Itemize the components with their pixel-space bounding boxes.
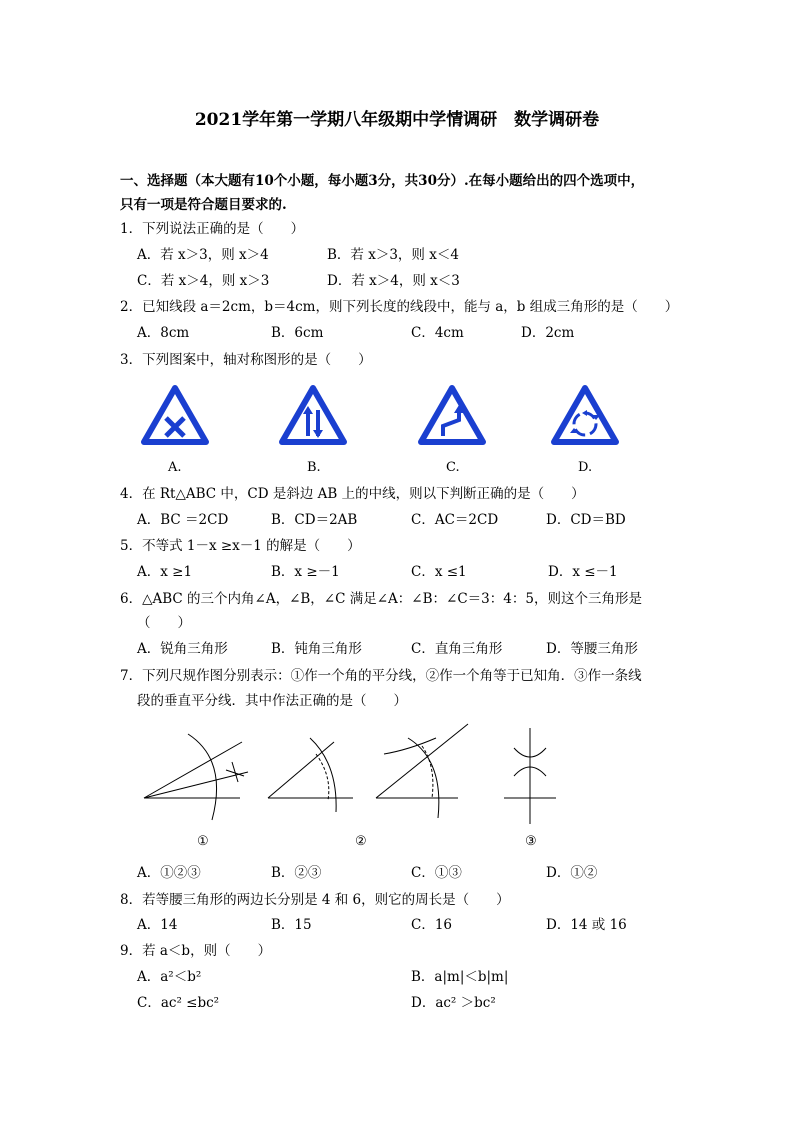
q8-option-a: A．14: [137, 917, 178, 933]
q1-option-d: D．若 x＞4，则 x＜3: [327, 273, 460, 289]
q9-option-c: C．ac² ≤bc²: [137, 995, 220, 1011]
q8-option-b: B．15: [271, 917, 312, 933]
q7-option-a: A．①②③: [137, 865, 201, 881]
sign-c-icon: [421, 388, 483, 442]
q4-option-c: C．AC＝2CD: [411, 512, 499, 528]
q3-label-c: C.: [446, 460, 460, 475]
q7-fig-label-3: ③: [525, 834, 537, 849]
q6-option-a: A．锐角三角形: [137, 641, 228, 657]
q2-option-b: B．6cm: [271, 325, 324, 341]
q5-option-c: C．x ≤1: [411, 564, 467, 580]
page-title: 2021学年第一学期八年级期中学情调研 数学调研卷: [194, 110, 600, 130]
q9-option-d: D．ac² ＞bc²: [411, 995, 496, 1011]
sign-d-icon: [554, 388, 616, 442]
q1-option-a: A．若 x＞3，则 x＞4: [137, 247, 269, 263]
q6-option-b: B．钝角三角形: [271, 641, 362, 657]
section-heading-line2: 只有一项是符合题目要求的.: [120, 197, 287, 213]
q7-construction-figures: [138, 720, 568, 832]
q6-stem-line1: 6．△ABC 的三个内角∠A，∠B，∠C 满足∠A：∠B：∠C＝3：4：5，则这个三角形是: [120, 591, 642, 607]
q2-option-a: A．8cm: [137, 325, 190, 341]
q6-option-d: D．等腰三角形: [546, 641, 638, 657]
q3-label-a: A.: [168, 460, 182, 475]
q5-option-a: A．x ≥1: [137, 564, 193, 580]
q5-option-b: B．x ≥－1: [271, 564, 340, 580]
section-heading-line1: 一、选择题（本大题有10个小题，每小题3分，共30分）.在每小题给出的四个选项中，: [120, 173, 645, 189]
q2-option-c: C．4cm: [411, 325, 464, 341]
q9-stem: 9．若 a＜b，则（ ）: [120, 943, 272, 959]
q1-option-c: C．若 x＞4，则 x＞3: [137, 273, 270, 289]
figure-2-copy-angle: [268, 738, 353, 812]
q5-stem: 5．不等式 1－x ≥x－1 的解是（ ）: [120, 538, 361, 554]
figure-1-angle-bisector: [144, 734, 248, 820]
q8-stem: 8．若等腰三角形的两边长分别是 4 和 6，则它的周长是（ ）: [120, 892, 510, 908]
q6-stem-line2: （ ）: [137, 615, 191, 631]
q3-stem: 3．下列图案中，轴对称图形的是（ ）: [120, 352, 372, 368]
figure-3-copy-angle: [376, 724, 468, 818]
q5-option-d: D．x ≤－1: [548, 564, 618, 580]
q3-label-d: D.: [578, 460, 593, 475]
q4-option-b: B．CD＝2AB: [271, 512, 358, 528]
q7-stem-line2: 段的垂直平分线．其中作法正确的是（ ）: [137, 693, 407, 709]
figure-4-perpendicular-bisector: [504, 728, 556, 824]
q7-fig-label-2: ②: [355, 834, 367, 849]
sign-a-icon: [144, 388, 206, 442]
q4-option-d: D．CD＝BD: [546, 512, 626, 528]
q1-stem: 1．下列说法正确的是（ ）: [120, 221, 305, 237]
q2-stem: 2．已知线段 a＝2cm，b＝4cm，则下列长度的线段中，能与 a，b 组成三角形的是（ ）: [120, 299, 679, 315]
q3-label-b: B.: [307, 460, 321, 475]
q7-stem-line1: 7．下列尺规作图分别表示：①作一个角的平分线，②作一个角等于已知角．③作一条线: [120, 668, 642, 684]
q7-option-d: D．①②: [546, 865, 598, 881]
q8-option-d: D．14 或 16: [546, 917, 627, 933]
q8-option-c: C．16: [411, 917, 453, 933]
q3-traffic-signs: [140, 380, 620, 450]
q7-option-c: C．①③: [411, 865, 462, 881]
q2-option-d: D．2cm: [521, 325, 575, 341]
q4-option-a: A．BC ＝2CD: [137, 512, 229, 528]
q4-stem: 4．在 Rt△ABC 中，CD 是斜边 AB 上的中线，则以下判断正确的是（ ）: [120, 486, 585, 502]
q9-option-a: A．a²＜b²: [137, 969, 202, 985]
q7-option-b: B．②③: [271, 865, 322, 881]
sign-b-icon: [282, 388, 344, 442]
q1-option-b: B．若 x＞3，则 x＜4: [327, 247, 459, 263]
q6-option-c: C．直角三角形: [411, 641, 503, 657]
q7-fig-label-1: ①: [197, 834, 209, 849]
q9-option-b: B．a|m|＜b|m|: [411, 969, 509, 985]
